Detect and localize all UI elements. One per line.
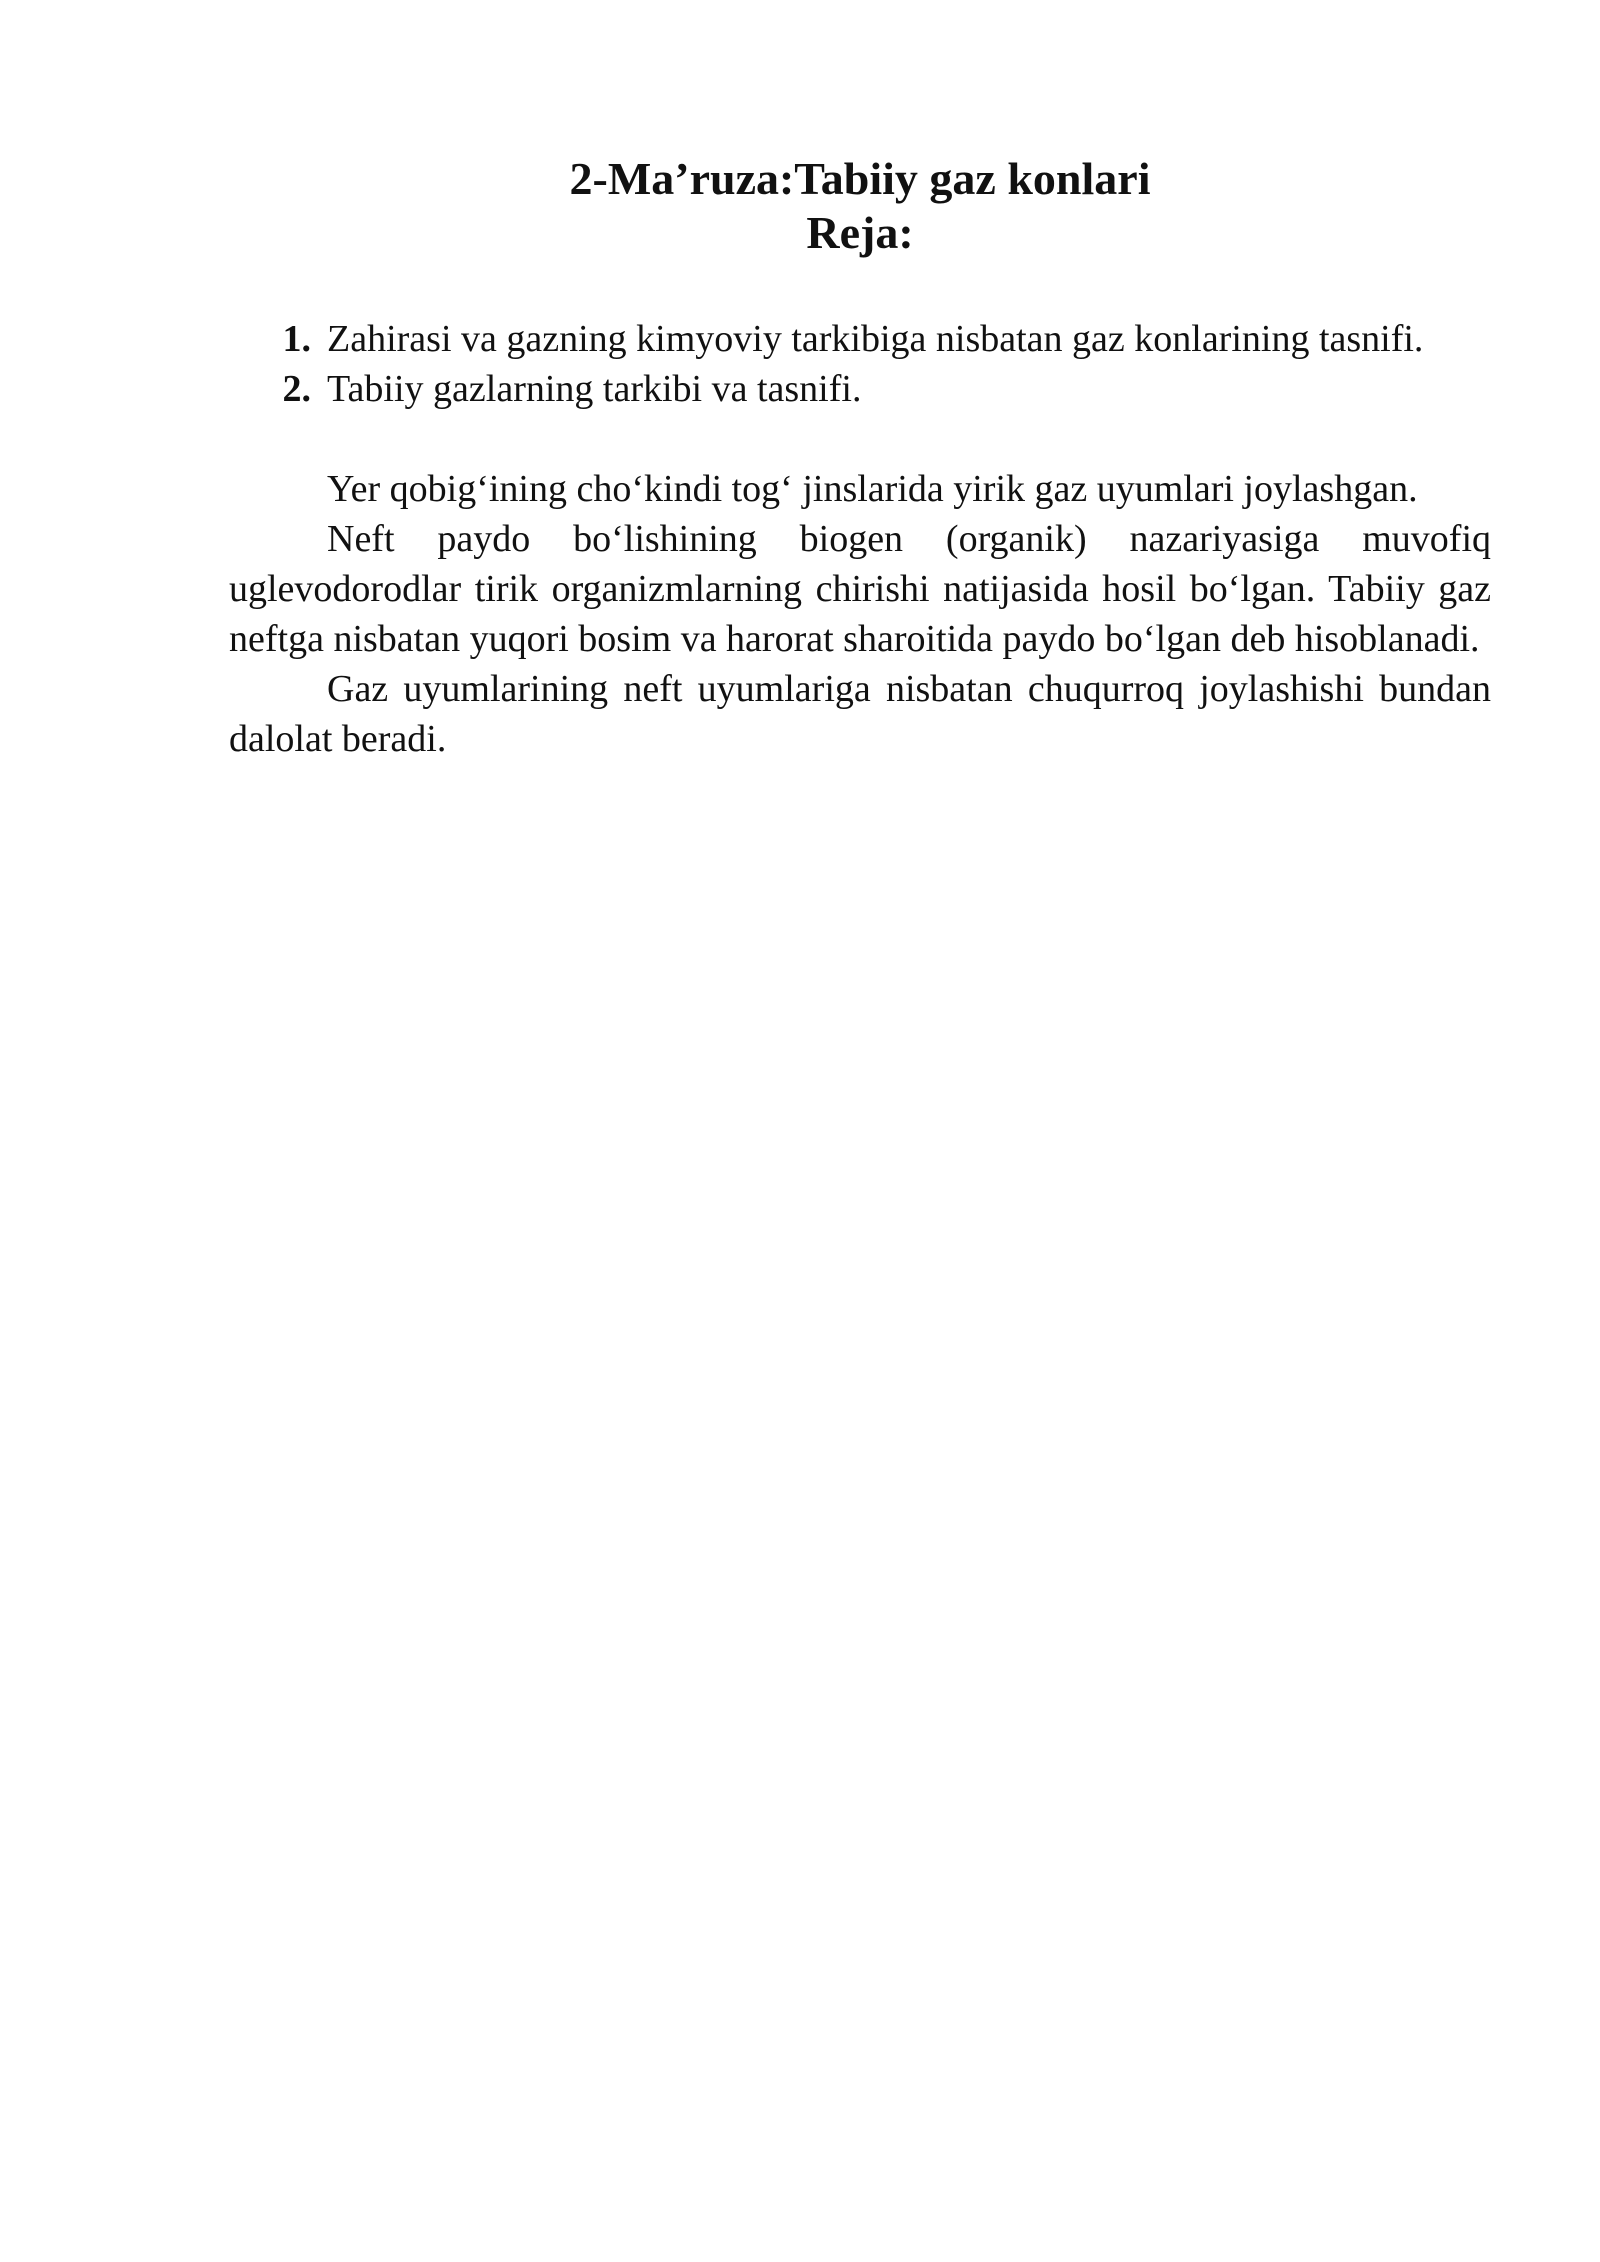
plan-item-number: 2.: [282, 368, 311, 410]
plan-item: [229, 314, 1491, 364]
plan-item: [229, 364, 1491, 414]
plan-item-number: 1.: [282, 318, 311, 360]
plan-item-text: Tabiiy gazlarning tarkibi va tasnifi.: [327, 368, 862, 410]
plan-item-text: Zahirasi va gazning kimyoviy tarkibiga nisbatan gaz konlarining tasnifi.: [327, 318, 1424, 360]
plan-heading: Reja:: [806, 207, 914, 258]
plan-list: [229, 314, 1491, 414]
paragraph: Yer qobig‘ining cho‘kindi tog‘ jinslarida yirik gaz uyumlari joylashgan.: [327, 468, 1418, 510]
lecture-title: 2-Ma’ruza:Tabiiy gaz konlari: [569, 153, 1151, 204]
body-text: [229, 464, 1491, 764]
paragraph: Neft paydo bo‘lishining biogen (organik) nazariyasiga muvofiq uglevodorodlar tirik organizmlarning chirishi natijasida hosil bo‘lgan. Tabiiy gaz neftga nisbatan yuqori bosim va harorat sharoitida paydo bo‘lgan deb hisoblanadi.: [229, 518, 1491, 660]
page-content: [229, 152, 1491, 764]
paragraph: Gaz uyumlarining neft uyumlariga nisbatan chuqurroq joylashishi bundan dalolat beradi.: [229, 668, 1491, 760]
